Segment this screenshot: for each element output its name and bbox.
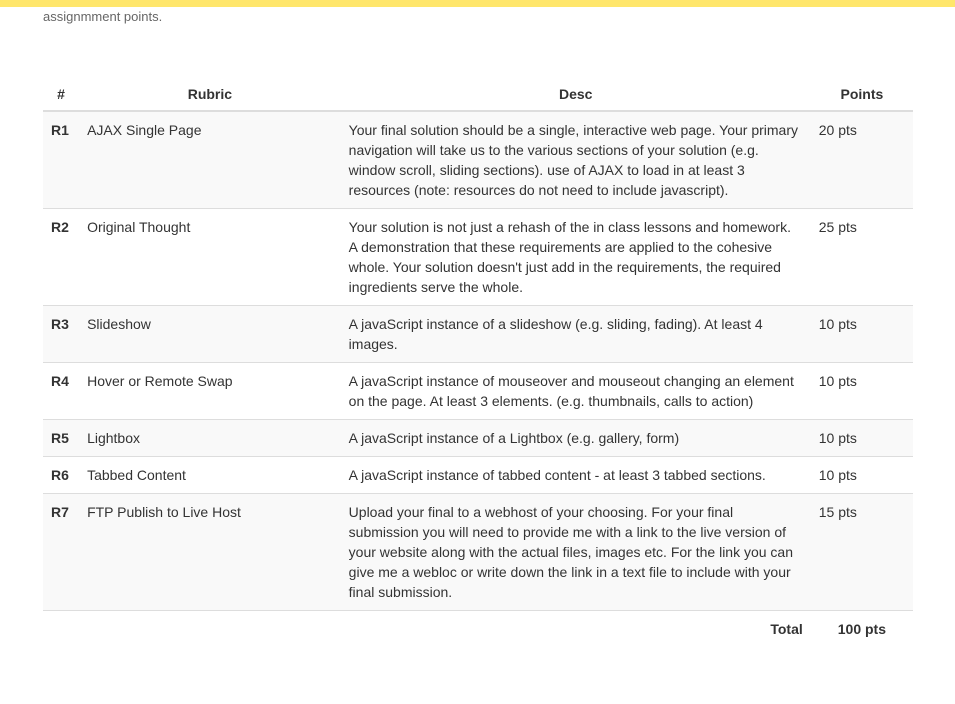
row-desc: A javaScript instance of mouseover and mouseout changing an element on the page. At least 3 elements. (e.g. thumbnails, calls to action) [341,363,811,420]
rubric-table [43,78,913,647]
row-id: R4 [43,363,79,420]
table-row [43,209,913,306]
table-row [43,494,913,611]
row-id: R5 [43,420,79,457]
row-points: 15 pts [811,494,913,611]
row-rubric: Hover or Remote Swap [79,363,341,420]
row-desc: Your final solution should be a single, interactive web page. Your primary navigation will take us to the various sections of your solution (e.g. window scroll, sliding sections). use of AJAX to load in at least 3 resources (note: resources do not need to include javascript). [341,111,811,209]
row-id: R7 [43,494,79,611]
total-row [43,611,913,648]
row-rubric: Lightbox [79,420,341,457]
table-header [43,78,913,111]
row-points: 10 pts [811,457,913,494]
table-row [43,111,913,209]
table-row [43,420,913,457]
row-desc: Upload your final to a webhost of your choosing. For your final submission you will need to provide me with a link to the live version of your website along with the actual files, images etc. For the link you can give me a webloc or write down the link in a text file to include with your final submission. [341,494,811,611]
row-points: 10 pts [811,420,913,457]
row-id: R2 [43,209,79,306]
row-id: R6 [43,457,79,494]
table-body [43,111,913,647]
header-id: # [43,78,79,111]
row-rubric: FTP Publish to Live Host [79,494,341,611]
header-points: Points [811,78,913,111]
row-rubric: Slideshow [79,306,341,363]
row-points: 25 pts [811,209,913,306]
intro-text: assignmment points. [43,9,163,24]
row-desc: Your solution is not just a rehash of the in class lessons and homework. A demonstration that these requirements are applied to the cohesive whole. Your solution doesn't just add in the requirements, the required ingredients serve the whole. [341,209,811,306]
table-row [43,457,913,494]
row-points: 10 pts [811,306,913,363]
total-value: 100 pts [811,611,913,648]
row-id: R1 [43,111,79,209]
row-desc: A javaScript instance of a slideshow (e.g. sliding, fading). At least 4 images. [341,306,811,363]
row-desc: A javaScript instance of tabbed content - at least 3 tabbed sections. [341,457,811,494]
header-row [43,78,913,111]
header-rubric: Rubric [79,78,341,111]
table-row [43,306,913,363]
row-desc: A javaScript instance of a Lightbox (e.g. gallery, form) [341,420,811,457]
row-id: R3 [43,306,79,363]
row-points: 20 pts [811,111,913,209]
row-rubric: Original Thought [79,209,341,306]
row-rubric: Tabbed Content [79,457,341,494]
table-row [43,363,913,420]
total-spacer-rubric [79,611,341,648]
row-rubric: AJAX Single Page [79,111,341,209]
total-spacer-id [43,611,79,648]
header-desc: Desc [341,78,811,111]
row-points: 10 pts [811,363,913,420]
total-label: Total [341,611,811,648]
top-accent-bar [0,0,955,7]
